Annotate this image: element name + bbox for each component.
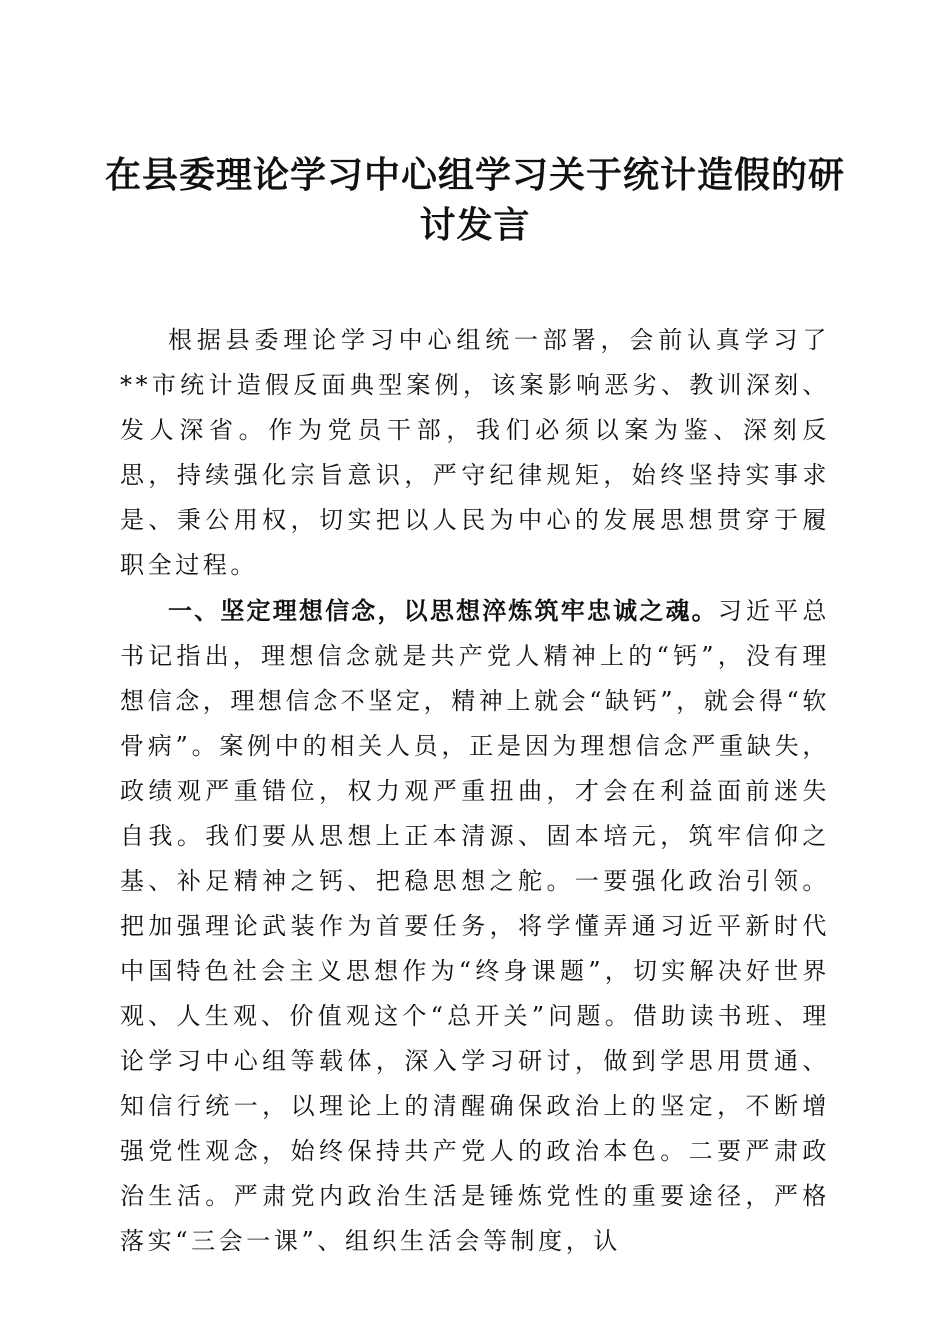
document-title: 在县委理论学习中心组学习关于统计造假的研讨发言 bbox=[104, 154, 845, 246]
section-one-text: 习近平总书记指出，理想信念就是共产党人精神上的“钙”，没有理想信念，理想信念不坚定，精神上就会“缺钙”，就会得“软骨病”。案例中的相关人员，正是因为理想信念严重缺失，政绩观严重错位，权力观严重扭曲，才会在利益面前迷失自我。我们要从思想上正本清源、固本培元，筑牢信仰之基、补足精神之钙、把稳思想之舵。一要强化政治引领。把加强理论武装作为首要任务，将学懂弄通习近平新时代中国特色社会主义思想作为“终身课题”，切实解决好世界观、人生观、价值观这个“总开关”问题。借助读书班、理论学习中心组等载体，深入学习研讨，做到学思用贯通、知信行统一，以理论上的清醒确保政治上的坚定，不断增强党性观念，始终保持共产党人的政治本色。二要严肃政治生活。严肃党内政治生活是锤炼党性的重要途径，严格落实“三会一课”、组织生活会等制度，认 bbox=[120, 597, 831, 1255]
intro-paragraph-text: 根据县委理论学习中心组统一部署，会前认真学习了**市统计造假反面典型案例，该案影响恶劣、教训深刻、发人深省。作为党员干部，我们必须以案为鉴、深刻反思，持续强化宗旨意识，严守纪律规矩，始终坚持实事求是、秉公用权，切实把以人民为中心的发展思想贯穿于履职全过程。 bbox=[120, 326, 830, 579]
section-one-heading: 一、坚定理想信念，以思想淬炼筑牢忠诚之魂。 bbox=[168, 596, 718, 625]
section-one-paragraph bbox=[120, 588, 830, 1264]
intro-paragraph bbox=[120, 318, 830, 588]
document-body bbox=[120, 318, 830, 1264]
